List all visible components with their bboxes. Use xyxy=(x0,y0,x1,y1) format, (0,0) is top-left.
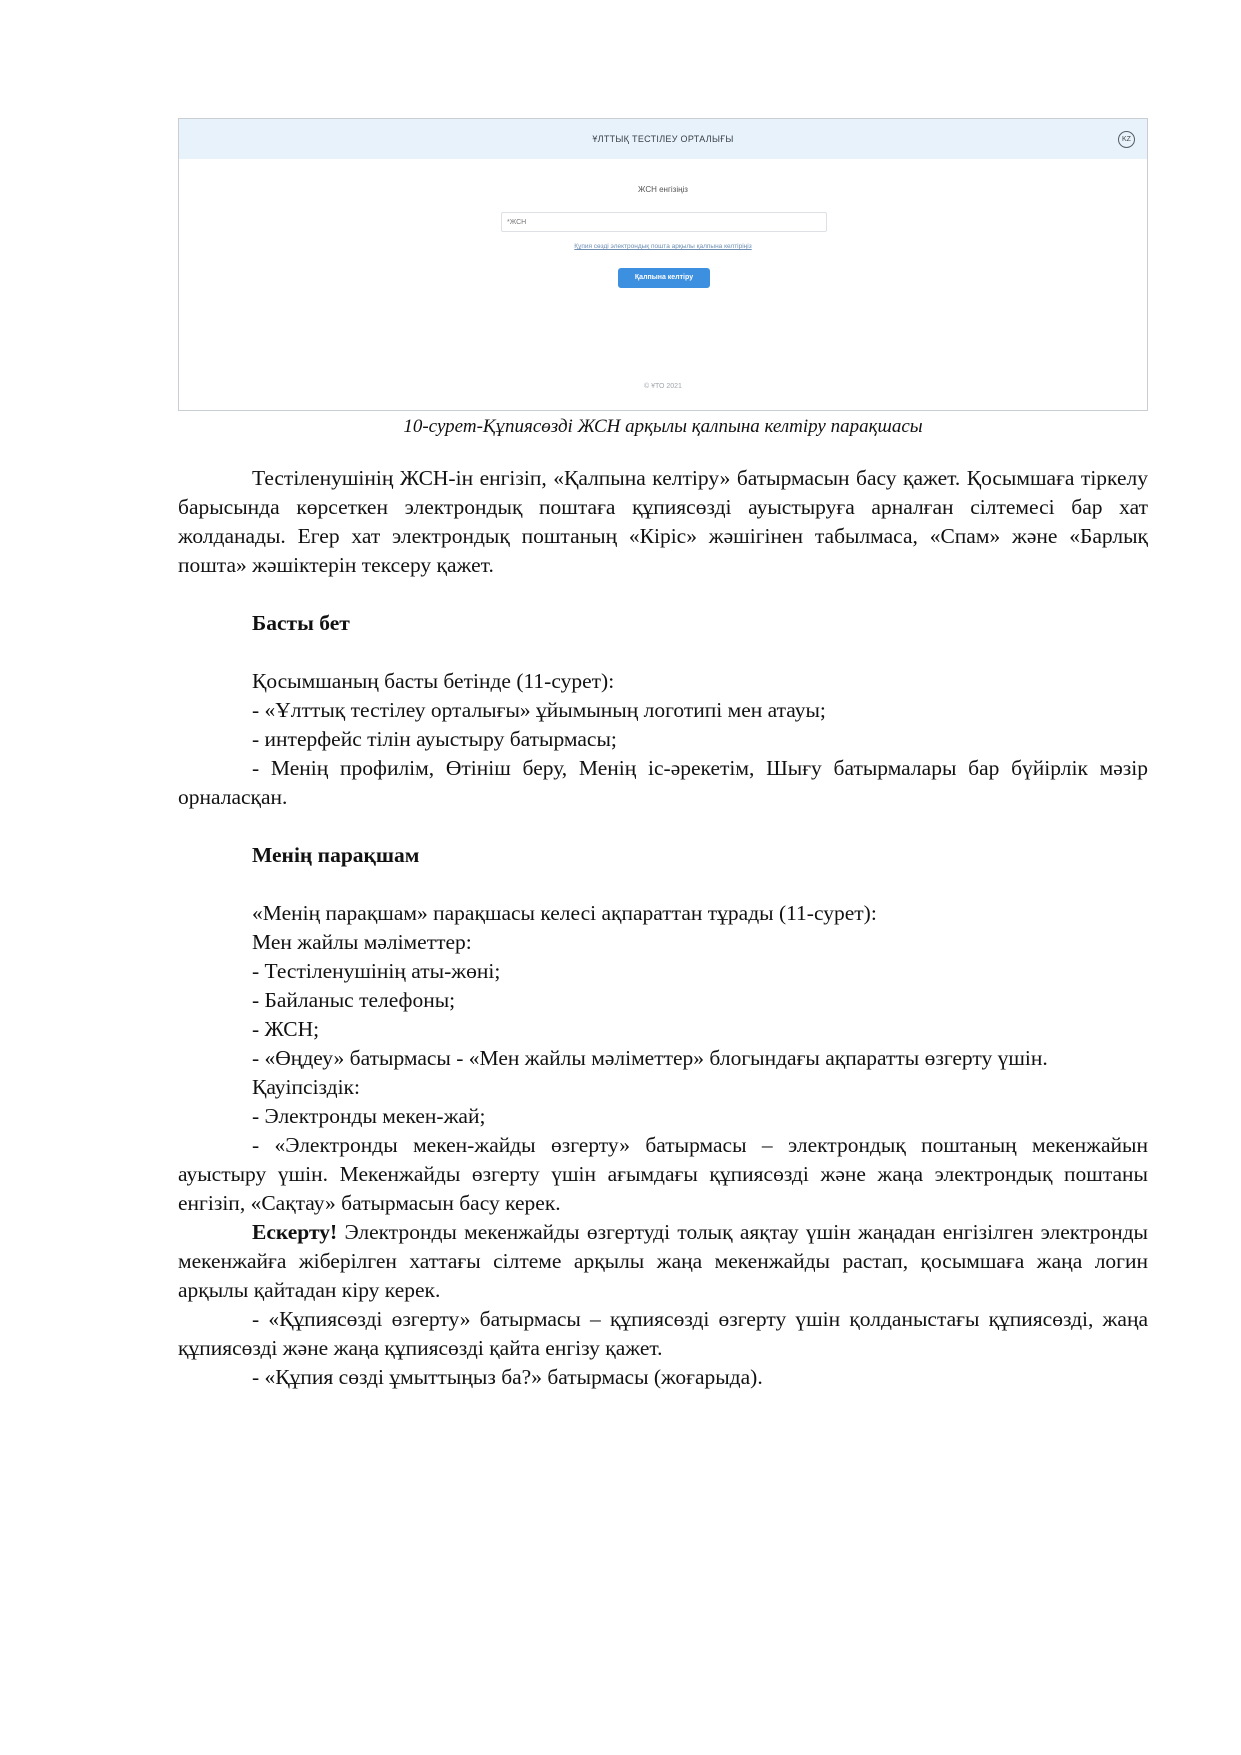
app-title: ҰЛТТЫҚ ТЕСТІЛЕУ ОРТАЛЫҒЫ xyxy=(592,134,734,144)
note-label: Ескерту! xyxy=(252,1220,338,1244)
note-text: Электронды мекенжайды өзгертуді толық аяқтау үшін жаңадан енгізілген электронды мекенжайға жіберілген хаттағы сілтеме арқылы жаңа мекенжайды растап, қосымшаға жаңа логин арқылы қайтадан кіру керек. xyxy=(178,1220,1148,1302)
language-switch-button[interactable]: KZ xyxy=(1118,131,1135,148)
email-recovery-link[interactable]: Құпия сөзді электрондық пошта арқылы қалпына келтіріңіз xyxy=(574,243,752,250)
list-item: - Менің профилім, Өтініш беру, Менің іс-әрекетім, Шығу батырмалары бар бүйірлік мәзір орналасқан. xyxy=(178,756,1148,809)
app-header xyxy=(179,119,1147,159)
paragraph: Тестіленушінің ЖСН-ін енгізіп, «Қалпына келтіру» батырмасын басу қажет. Қосымшаға тіркелу барысында көрсеткен электрондық поштаға құпиясөзді ауыстыруға арналған сілтемесі бар хат жолданады. Егер хат электрондық поштаның «Кіріс» жәшігінен табылмаса, «Спам» және «Барлық пошта» жәшіктерін тексеру қажет. xyxy=(178,466,1148,577)
paragraph: Қауіпсіздік: xyxy=(252,1075,360,1099)
list-item: - интерфейс тілін ауыстыру батырмасы; xyxy=(252,727,617,751)
form-title: ЖСН енгізіңіз xyxy=(638,185,688,194)
section-heading: Менің парақшам xyxy=(252,843,420,867)
list-item: - ЖСН; xyxy=(252,1017,320,1041)
note-paragraph xyxy=(178,1218,1148,1305)
list-item: - Электронды мекен-жай; xyxy=(252,1104,486,1128)
iin-input[interactable] xyxy=(501,212,827,232)
list-item: - Байланыс телефоны; xyxy=(252,988,456,1012)
list-item: - «Өңдеу» батырмасы - «Мен жайлы мәліметтер» блогындағы ақпаратты өзгерту үшін. xyxy=(252,1046,1048,1070)
document-body xyxy=(178,464,1148,1392)
list-item: - Тестіленушінің аты-жөні; xyxy=(252,959,501,983)
paragraph: «Менің парақшам» парақшасы келесі ақпараттан тұрады (11-сурет): xyxy=(252,901,877,925)
figure-caption: 10-сурет-Құпиясөзді ЖСН арқылы қалпына келтіру парақшасы xyxy=(403,416,923,437)
restore-button[interactable]: Қалпына келтіру xyxy=(618,268,710,288)
copyright-footer: © ҰТО 2021 xyxy=(644,383,682,390)
list-item: - «Ұлттық тестілеу орталығы» ұйымының логотипі мен атауы; xyxy=(252,698,826,722)
figure-screenshot xyxy=(178,118,1148,411)
list-item: - «Құпия сөзді ұмыттыңыз ба?» батырмасы (жоғарыда). xyxy=(252,1365,763,1389)
section-heading: Басты бет xyxy=(252,611,350,635)
list-item: - «Электронды мекен-жайды өзгерту» батырмасы – электрондық поштаның мекенжайын ауыстыру үшін. Мекенжайды өзгерту үшін ағымдағы құпиясөзді және жаңа электрондық поштаны енгізіп, «Сақтау» батырмасын басу керек. xyxy=(178,1133,1148,1215)
paragraph: Мен жайлы мәліметтер: xyxy=(252,930,472,954)
paragraph: Қосымшаның басты бетінде (11-сурет): xyxy=(252,669,615,693)
list-item: - «Құпиясөзді өзгерту» батырмасы – құпиясөзді өзгерту үшін қолданыстағы құпиясөзді, жаңа құпиясөзді және жаңа құпиясөзді қайта енгізу қажет. xyxy=(178,1307,1148,1360)
